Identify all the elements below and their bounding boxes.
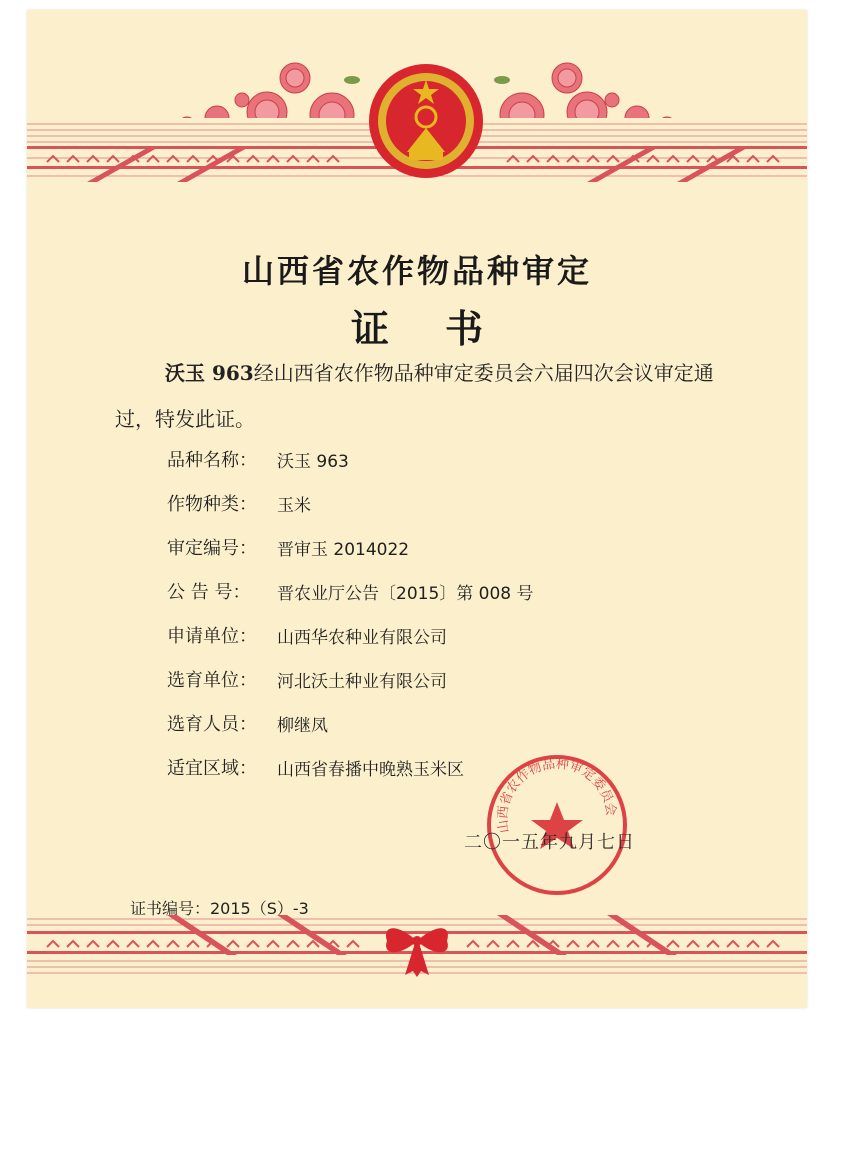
field-row — [167, 613, 534, 657]
seal-text: 山西省农作物品种审定委员会 — [495, 756, 619, 834]
field-row — [167, 745, 534, 789]
field-label: 选育人员： — [167, 714, 257, 735]
bottom-border-band — [27, 915, 807, 979]
field-label: 申请单位： — [167, 626, 257, 647]
certificate-fields — [167, 437, 534, 789]
certificate-paper — [27, 10, 807, 1008]
field-row — [167, 437, 534, 481]
certificate-subtitle: 证书 — [350, 306, 539, 351]
field-row — [167, 569, 534, 613]
certificate-intro — [115, 350, 735, 442]
field-label: 作物种类： — [167, 494, 257, 515]
national-emblem-icon — [367, 62, 485, 180]
field-row — [167, 481, 534, 525]
field-label: 公 告 号： — [167, 582, 251, 603]
intro-text: 经山西省农作物品种审定委员会六届四次会议审定通过，特发此证。 — [115, 361, 714, 431]
field-value: 柳继凤 — [277, 715, 328, 736]
issue-date: 二〇一五年九月七日 — [464, 832, 635, 853]
field-label: 适宜区域： — [167, 758, 257, 779]
field-value: 沃玉 963 — [277, 451, 349, 472]
field-value: 晋审玉 2014022 — [277, 539, 410, 560]
certificate-title: 山西省农作物品种审定 — [241, 252, 592, 290]
field-value: 山西华农种业有限公司 — [277, 627, 447, 648]
field-row — [167, 525, 534, 569]
field-value: 河北沃土种业有限公司 — [277, 671, 447, 692]
field-value: 晋农业厅公告〔2015〕第 008 号 — [277, 583, 534, 604]
field-label: 选育单位： — [167, 670, 257, 691]
field-value: 玉米 — [277, 495, 311, 516]
certificate-number: 证书编号：2015（S）-3 — [130, 899, 309, 918]
field-value: 山西省春播中晚熟玉米区 — [277, 759, 464, 780]
field-label: 品种名称： — [167, 450, 257, 471]
field-row — [167, 657, 534, 701]
field-label: 审定编号： — [167, 538, 257, 559]
field-row — [167, 701, 534, 745]
official-seal-icon — [484, 752, 630, 898]
intro-variety: 沃玉 963 — [165, 361, 254, 385]
